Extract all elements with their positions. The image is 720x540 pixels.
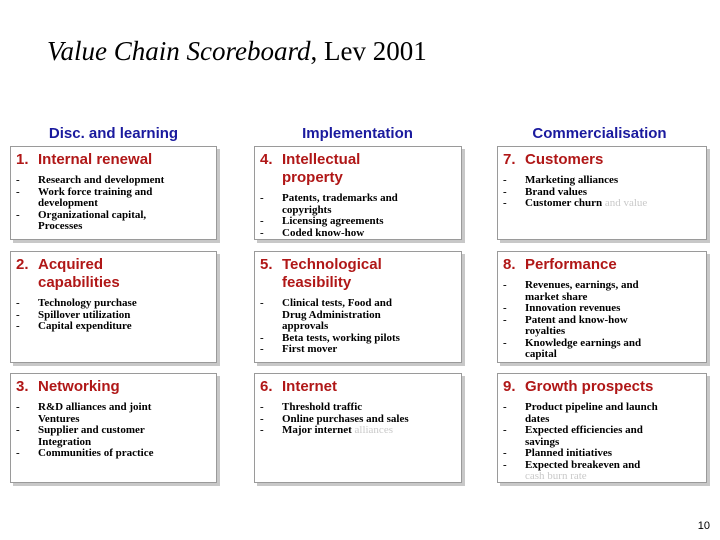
column-header-commercialisation: Commercialisation bbox=[532, 125, 667, 142]
slide-title-italic: Value Chain Scoreboard bbox=[47, 36, 311, 66]
list-item: - Planned initiatives bbox=[503, 447, 613, 459]
column-header-discovery: Disc. and learning bbox=[48, 125, 179, 142]
list-item: - First mover bbox=[260, 343, 338, 355]
box-heading: 1. Internal renewal bbox=[16, 151, 153, 168]
list-item: - Patents, trademarks and copyrights bbox=[260, 192, 398, 216]
list-item: - Expected breakeven and bbox=[503, 458, 641, 471]
list-item: - Spillover utilization bbox=[16, 308, 131, 321]
box-acquired-capabilities bbox=[10, 251, 217, 363]
box-heading: 7. Customers bbox=[503, 151, 604, 168]
list-item: - Technology purchase bbox=[16, 297, 137, 309]
box-heading: 6. Internet bbox=[260, 378, 338, 395]
list-item: - Marketing alliances bbox=[503, 174, 619, 186]
list-item: - Product pipeline and launch dates bbox=[503, 401, 658, 425]
list-item: - Threshold traffic bbox=[260, 401, 363, 413]
box-heading: 8. Performance bbox=[503, 256, 617, 273]
list-item: - R&D alliances and joint Ventures bbox=[16, 401, 152, 425]
list-item: - Knowledge earnings and capital bbox=[503, 336, 642, 360]
list-item: - Patent and know-how royalties bbox=[503, 313, 628, 337]
slide-title bbox=[47, 36, 427, 67]
slide-title-rest: , Lev 2001 bbox=[310, 36, 427, 66]
list-item: - Coded know-how bbox=[260, 226, 365, 239]
box-customers bbox=[497, 146, 707, 240]
box-heading: 2. Acquired capabilities bbox=[16, 256, 120, 291]
list-item: - Online purchases and sales bbox=[260, 412, 409, 425]
box-internal-renewal bbox=[10, 146, 217, 240]
box-technological-feasibility bbox=[254, 251, 462, 363]
box-growth-prospects bbox=[497, 373, 707, 483]
box-networking bbox=[10, 373, 217, 483]
box-heading: 4. Intellectual property bbox=[260, 151, 361, 186]
list-item: - Capital expenditure bbox=[16, 320, 132, 332]
list-item: - Revenues, earnings, and market share bbox=[503, 279, 639, 303]
box-heading: 5. Technological feasibility bbox=[260, 256, 382, 291]
list-item: - Customer churn and value bbox=[503, 197, 648, 209]
list-item: - Communities of practice bbox=[16, 447, 154, 459]
list-item: - Expected efficiencies and savings bbox=[503, 424, 643, 448]
list-item: - Organizational capital, Processes bbox=[16, 208, 147, 232]
list-item: - Innovation revenues bbox=[503, 302, 621, 314]
list-item: - Clinical tests, Food and Drug Administration approvals bbox=[260, 297, 393, 332]
box-intellectual-property bbox=[254, 146, 462, 240]
box-heading: 3. Networking bbox=[16, 378, 120, 395]
box-performance bbox=[497, 251, 707, 363]
list-item: - Supplier and customer Integration bbox=[16, 424, 145, 448]
list-item: - Beta tests, working pilots bbox=[260, 331, 400, 344]
box-heading: 9. Growth prospects bbox=[503, 378, 654, 395]
box-internet bbox=[254, 373, 462, 483]
list-item-faint: cash burn rate bbox=[525, 470, 587, 482]
page-number: 10 bbox=[697, 520, 710, 532]
list-item: - Brand values bbox=[503, 185, 588, 198]
list-item: - Licensing agreements bbox=[260, 215, 384, 227]
column-header-implementation: Implementation bbox=[302, 125, 413, 142]
list-item: - Major internet alliances bbox=[260, 424, 393, 436]
list-item: - Work force training and development bbox=[16, 185, 153, 209]
list-item: - Research and development bbox=[16, 174, 165, 186]
